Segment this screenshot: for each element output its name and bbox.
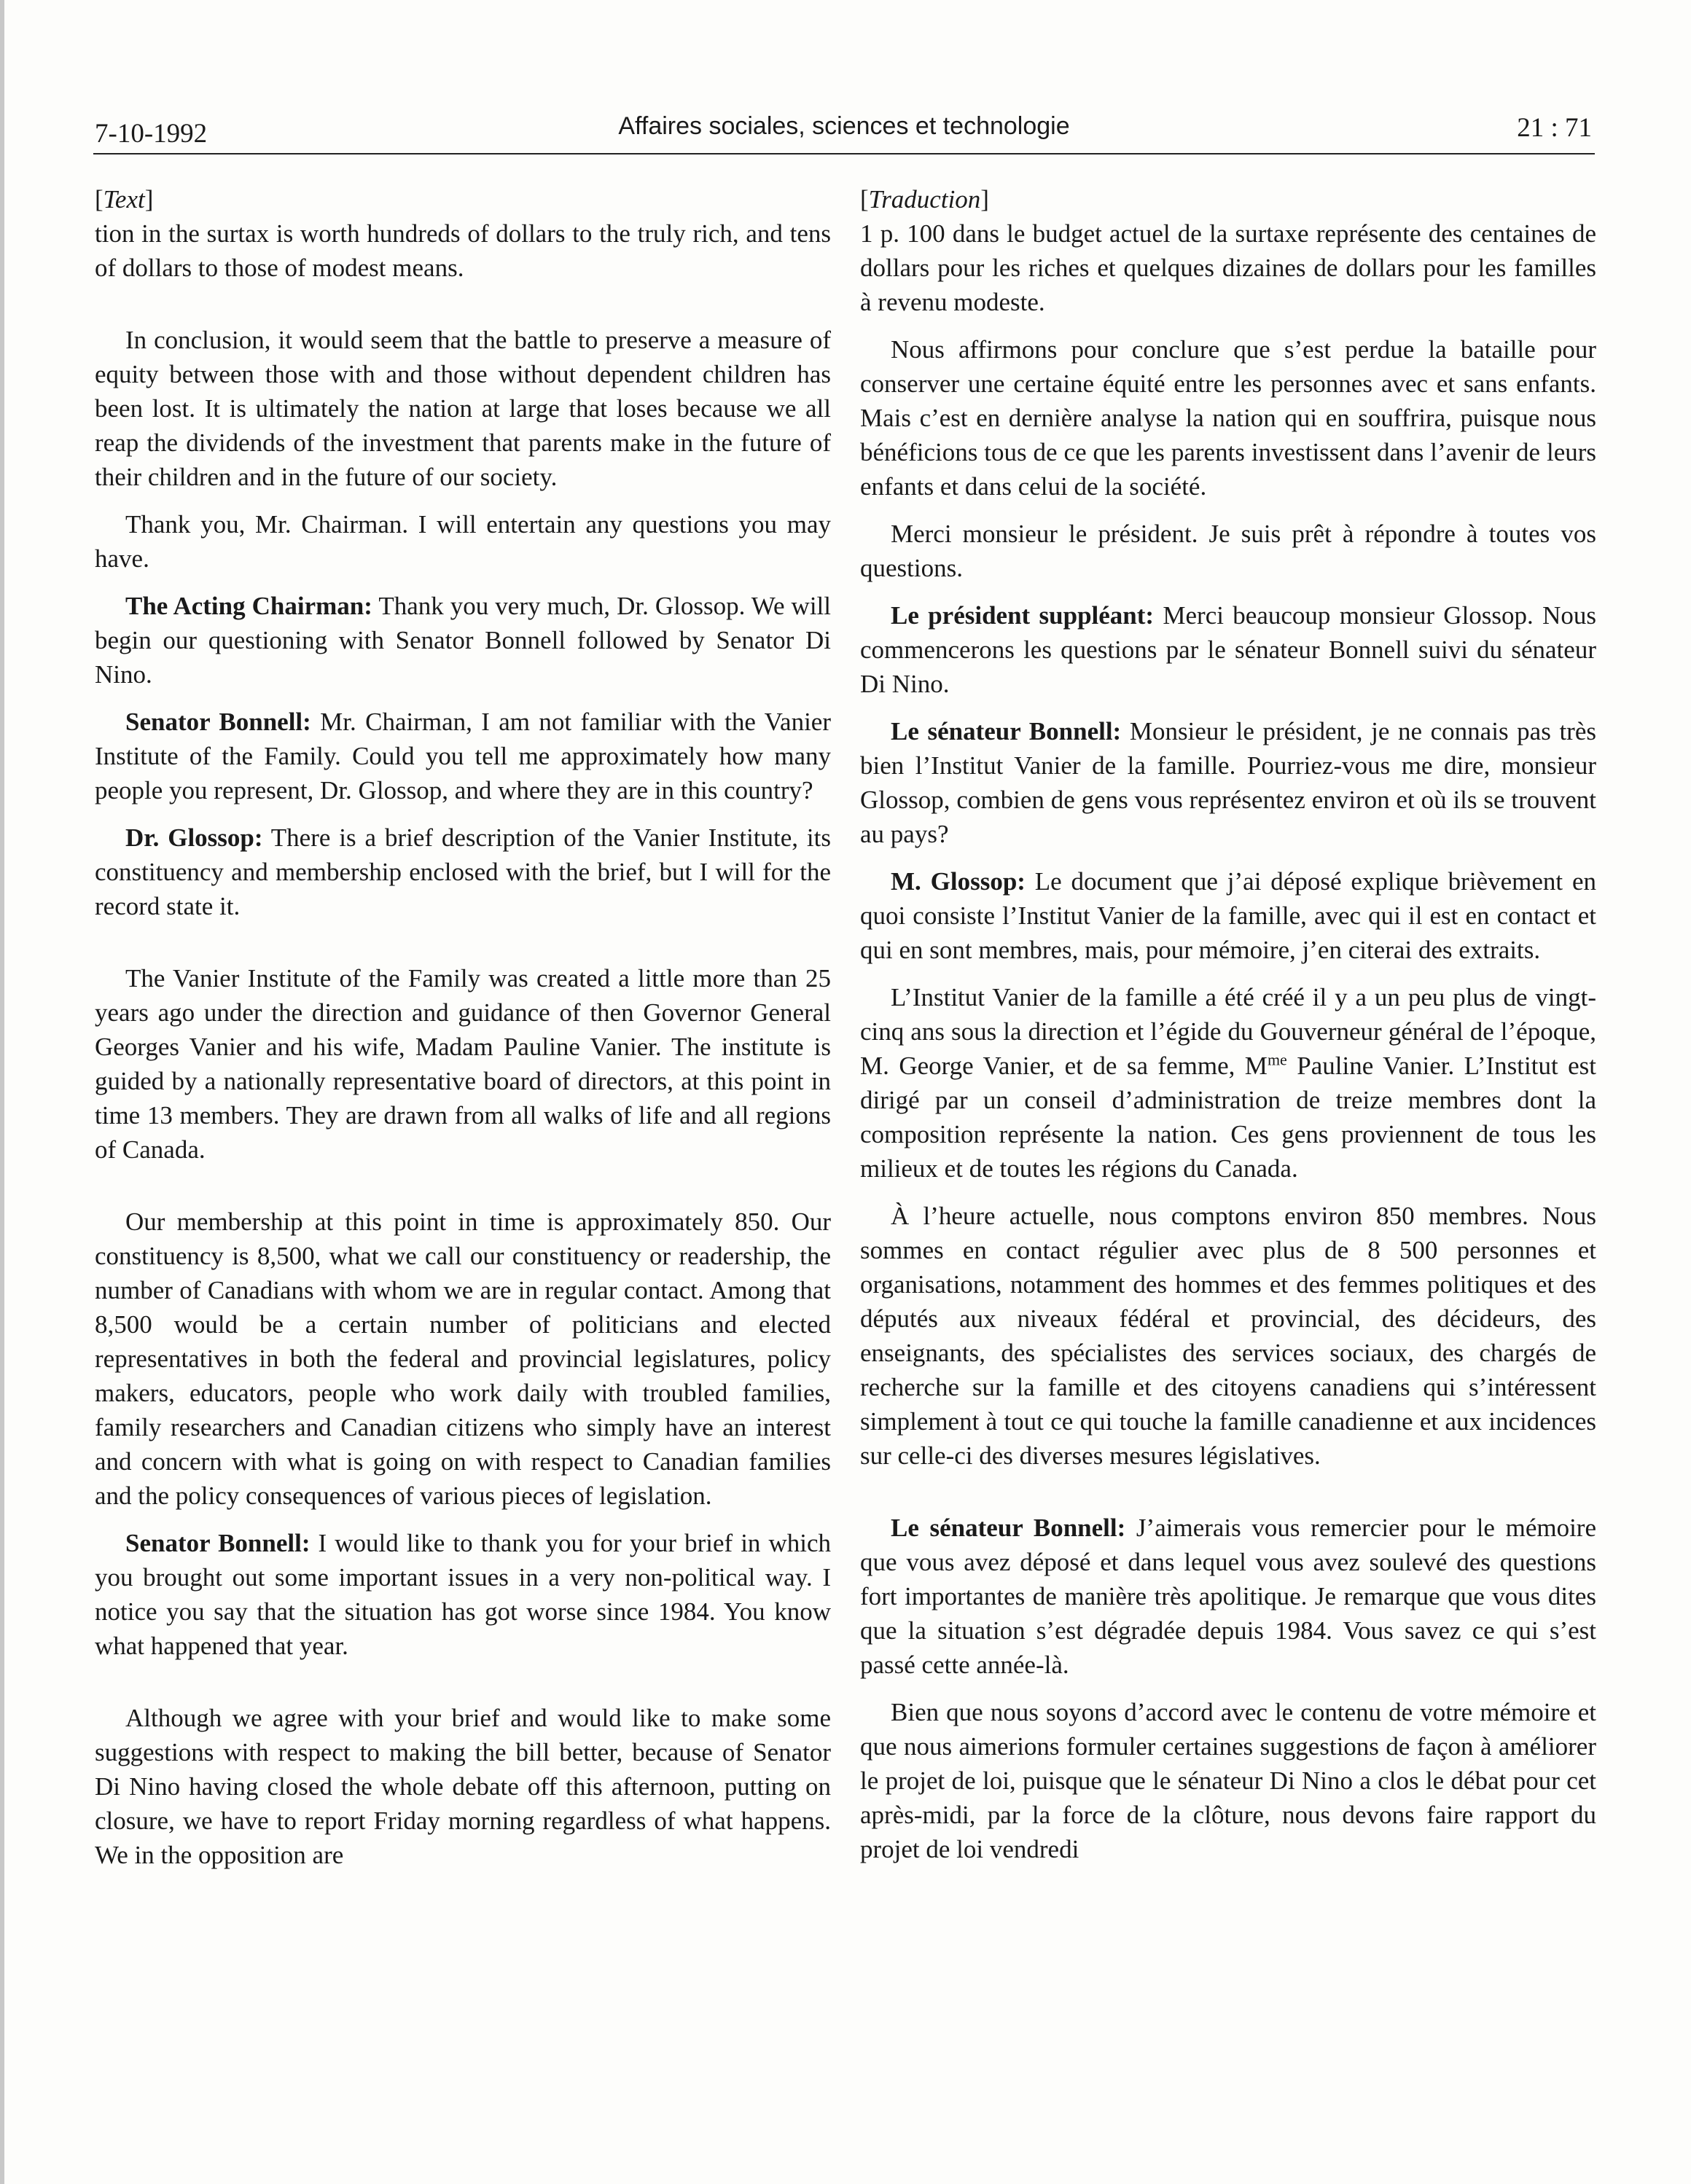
paragraph <box>860 980 1596 1186</box>
speech-text: Mr. Chairman, I am not familiar with the Vanier Institute of the Family. Could you tell me approximately how many people you represent, Dr. Glossop, and where they are in this country? <box>95 708 831 805</box>
language-tag-label: Text <box>103 185 145 214</box>
paragraph <box>860 714 1596 851</box>
speaker-name: Le sénateur Bonnell: <box>891 717 1122 745</box>
header-date: 7-10-1992 <box>95 119 208 149</box>
paragraph <box>95 1526 831 1663</box>
page-header <box>93 109 1595 154</box>
speech-text: L’Institut Vanier de la famille a été créé il y a un peu plus de vingt-cinq ans sous la direction et l’égide du Gouverneur général de l’époque, M. George Vanier, et de sa femme, M <box>860 983 1596 1080</box>
language-tag: [Text] <box>95 185 154 214</box>
language-tag-label: Traduction <box>868 185 981 214</box>
paragraph <box>95 705 831 807</box>
paragraph: Bien que nous soyons d’accord avec le contenu de votre mémoire et que nous aimerions formuler certaines suggestions de façon à améliorer le projet de loi, puisque que le sénateur Di Nino a clos le débat pour cet après-midi, par la force de la clôture, nous devons faire rapport du projet de loi vendredi <box>860 1698 1596 1863</box>
paragraph: In conclusion, it would seem that the battle to preserve a measure of equity between those with and those without dependent children has been lost. It is ultimately the nation at large that loses because we all reap the dividends of the investment that parents make in the future of their children and in the future of our society. <box>95 326 831 491</box>
speaker-name: M. Glossop: <box>891 867 1026 896</box>
paragraph: Thank you, Mr. Chairman. I will entertain any questions you may have. <box>95 510 831 573</box>
scan-edge <box>0 0 4 2184</box>
speech-text: Monsieur le président, je ne connais pas très bien l’Institut Vanier de la famille. Pourriez-vous me dire, monsieur Glossop, combien de gens vous représentez environ et où ils se trouvent au pays? <box>860 717 1596 848</box>
paragraph <box>860 1511 1596 1682</box>
speech-text: J’aimerais vous remercier pour le mémoire que vous avez déposé et dans lequel vous avez soulevé des questions fort importantes de manière très apolitique. Je remarque que vous dites que la situation s’est dégradée depuis 1984. Vous savez ce qui s’est passé cette année-là. <box>860 1514 1596 1679</box>
paragraph <box>860 598 1596 701</box>
paragraph: Nous affirmons pour conclure que s’est perdue la bataille pour conserver une certaine équité entre les personnes avec et sans enfants. Mais c’est en dernière analyse la nation qui en souffrira, puisque nous bénéficions tous de ce que les parents investissent dans l’avenir de leurs enfants et dans celui de la société. <box>860 335 1596 501</box>
paragraph <box>95 821 831 923</box>
paragraph: The Vanier Institute of the Family was created a little more than 25 years ago under the direction and guidance of then Governor General Georges Vanier and his wife, Madam Pauline Vanier. The institute is guided by a nationally representative board of directors, at this point in time 13 members. They are drawn from all walks of life and all regions of Canada. <box>95 964 831 1164</box>
speaker-name: The Acting Chairman: <box>125 592 372 620</box>
speaker-name: Le président suppléant: <box>891 601 1155 630</box>
english-column <box>95 182 831 1885</box>
speech-text: Pauline Vanier. L’Institut est dirigé par un conseil d’administration de treize membres dont la composition représente la nation. Ces gens proviennent de tous les milieux et de toutes les régions du Canada. <box>860 1052 1597 1183</box>
speaker-name: Le sénateur Bonnell: <box>891 1514 1126 1542</box>
language-tag: [Traduction] <box>860 185 989 214</box>
paragraph: Merci monsieur le président. Je suis prêt à répondre à toutes vos questions. <box>860 520 1596 582</box>
paragraph: Our membership at this point in time is approximately 850. Our constituency is 8,500, what we call our constituency or readership, the number of Canadians with whom we are in regular contact. Among that 8,500 would be a certain number of politicians and elected representatives in both the federal and provincial legislatures, policy makers, educators, people who work daily with troubled families, family researchers and Canadian citizens who simply have an interest and concern with what is going on with respect to Canadian families and the policy consequences of various pieces of legislation. <box>95 1208 831 1510</box>
paragraph: Although we agree with your brief and would like to make some suggestions with respect to making the bill better, because of Senator Di Nino having closed the whole debate off this afternoon, putting on closure, we have to report Friday morning regardless of what happens. We in the opposition are <box>95 1704 831 1869</box>
speech-text: Merci beaucoup monsieur Glossop. Nous commencerons les questions par le sénateur Bonnell suivi du sénateur Di Nino. <box>860 601 1596 698</box>
header-page-number: 21 : 71 <box>1517 113 1592 143</box>
speaker-name: Dr. Glossop: <box>125 823 263 852</box>
speech-text: Le document que j’ai déposé explique brièvement en quoi consiste l’Institut Vanier de la famille, avec qui il est en contact et qui en sont membres, mais, pour mémoire, j’en citerai des extraits. <box>860 867 1596 964</box>
paragraph: 1 p. 100 dans le budget actuel de la surtaxe représente des centaines de dollars pour les riches et quelques dizaines de dollars pour les familles à revenu modeste. <box>860 219 1596 316</box>
header-title: Affaires sociales, sciences et technologie <box>618 112 1070 140</box>
superscript: me <box>1267 1050 1287 1069</box>
french-column <box>860 182 1596 1879</box>
speech-text: Thank you very much, Dr. Glossop. We will begin our questioning with Senator Bonnell followed by Senator Di Nino. <box>95 592 831 689</box>
paragraph: À l’heure actuelle, nous comptons environ 850 membres. Nous sommes en contact régulier avec plus de 8 500 personnes et organisations, notamment des hommes et des femmes politiques et des députés aux niveaux fédéral et provincial, des décideurs, des enseignants, des spécialistes des services sociaux, des chargés de recherche sur la famille et des citoyens canadiens qui s’intéressent simplement à tout ce qui touche la famille canadienne et aux incidences sur celle-ci des diverses mesures législatives. <box>860 1202 1596 1470</box>
paragraph <box>860 864 1596 967</box>
speaker-name: Senator Bonnell: <box>125 708 311 736</box>
speech-text: I would like to thank you for your brief in which you brought out some important issues in a very non-political way. I notice you say that the situation has got worse since 1984. You know what happened that year. <box>95 1529 832 1660</box>
paragraph: tion in the surtax is worth hundreds of dollars to the truly rich, and tens of dollars to those of modest means. <box>95 219 831 282</box>
paragraph <box>95 589 831 692</box>
speaker-name: Senator Bonnell: <box>125 1529 311 1557</box>
speech-text: There is a brief description of the Vanier Institute, its constituency and membership enclosed with the brief, but I will for the record state it. <box>95 823 831 920</box>
